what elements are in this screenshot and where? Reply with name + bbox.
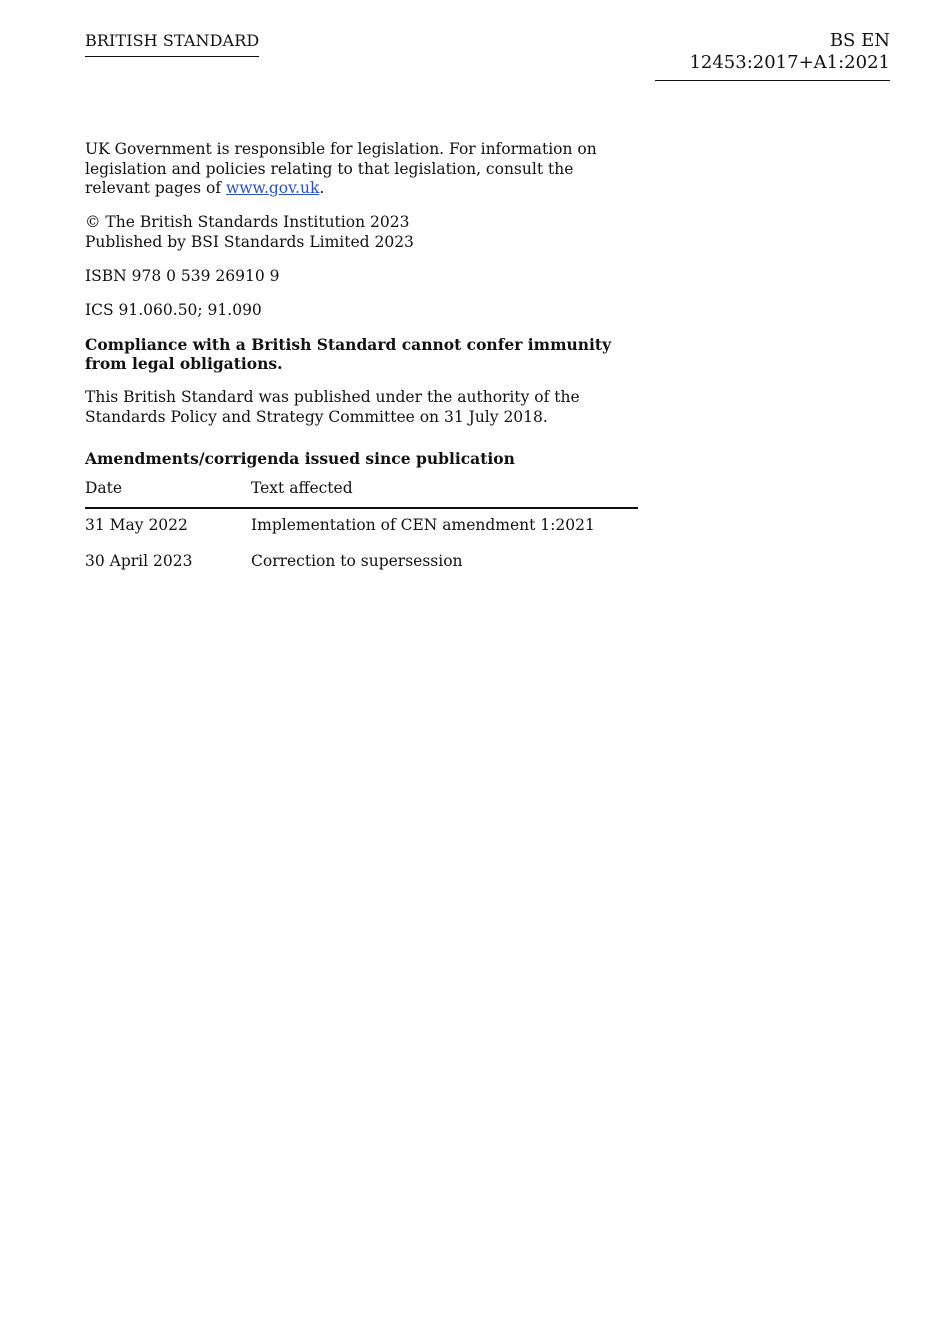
copyright-line: © The British Standards Institution 2023 xyxy=(85,213,410,231)
document-number: BS EN 12453:2017+A1:2021 xyxy=(655,30,890,81)
compliance-notice: Compliance with a British Standard cannot confer immunity from legal obligations. xyxy=(85,334,612,373)
gov-uk-link[interactable]: www.gov.uk xyxy=(225,179,320,197)
table-header-row xyxy=(85,478,638,508)
column-header-text: Text affected xyxy=(251,478,638,508)
isbn: ISBN 978 0 539 26910 9 xyxy=(85,266,280,285)
column-header-date: Date xyxy=(85,478,251,508)
table-row xyxy=(85,508,638,545)
amendment-date: 31 May 2022 xyxy=(85,515,188,534)
imprint-content xyxy=(85,140,638,581)
table-row xyxy=(85,545,638,581)
authority-paragraph: This British Standard was published under the authority of the Standards Policy and Strategy Committee on 31 July 2018. xyxy=(85,388,580,426)
copyright-paragraph xyxy=(85,213,638,252)
ics: ICS 91.060.50; 91.090 xyxy=(85,300,262,319)
amendment-text: Correction to supersession xyxy=(251,551,463,570)
amendment-date: 30 April 2023 xyxy=(85,551,193,570)
published-line: Published by BSI Standards Limited 2023 xyxy=(85,232,414,251)
amendments-heading: Amendments/corrigenda issued since publication xyxy=(85,449,515,468)
amendments-table xyxy=(85,478,638,581)
legislation-end: . xyxy=(319,179,325,197)
legislation-paragraph xyxy=(85,140,638,199)
header-left-label: BRITISH STANDARD xyxy=(85,31,259,57)
legislation-text: UK Government is responsible for legislation. For information on legislation and policies relating to that legislation, consult the relevant pages of xyxy=(85,140,597,197)
amendment-text: Implementation of CEN amendment 1:2021 xyxy=(251,515,595,534)
